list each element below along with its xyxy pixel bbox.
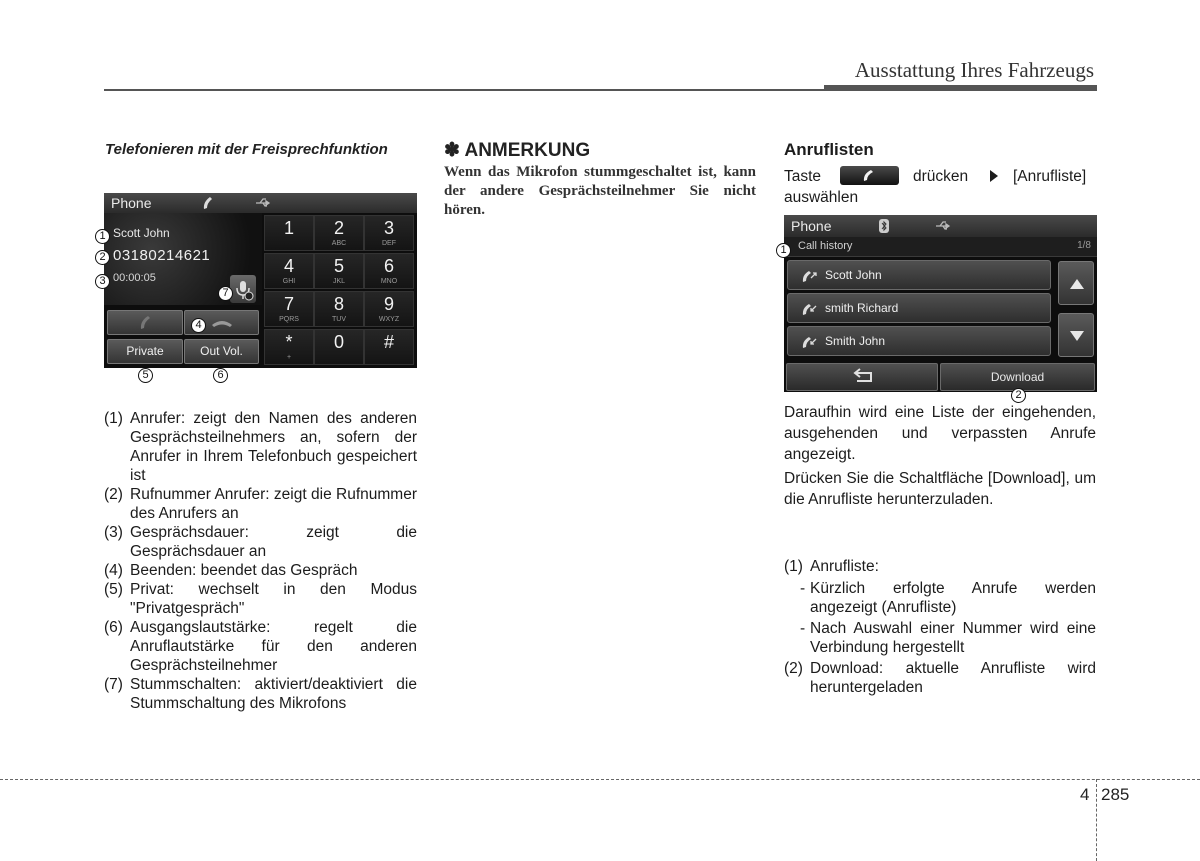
item-text: Kürzlich erfolgte Anrufe werden angezeigt (Anrufliste) [810, 580, 1096, 616]
out-vol-button-label: Out Vol. [200, 344, 243, 358]
scroll-up-button[interactable] [1058, 261, 1094, 305]
phone-key-icon [840, 166, 899, 185]
key-digit: 2 [333, 218, 344, 238]
phone-call-screen [104, 193, 417, 368]
list-item [104, 561, 417, 580]
key-8[interactable] [314, 291, 364, 327]
instr-end: auswählen [784, 189, 859, 206]
key-6[interactable] [364, 253, 414, 289]
list-item [104, 485, 417, 523]
callout-7: 7 [218, 286, 233, 301]
download-button[interactable] [940, 363, 1095, 391]
key-letters: TUV [332, 316, 346, 323]
key-digit: # [383, 332, 394, 352]
private-button[interactable] [107, 339, 183, 364]
callout-2: 2 [1011, 388, 1026, 403]
right-legend-list [784, 557, 1096, 697]
key-letters: JKL [332, 278, 346, 285]
key-3[interactable] [364, 215, 414, 251]
handset-icon [200, 194, 218, 212]
key-digit: 6 [383, 256, 394, 276]
callout-1: 1 [776, 243, 791, 258]
list-item [784, 557, 1096, 576]
back-icon [787, 364, 939, 390]
callout-5: 5 [138, 368, 153, 383]
section-title: Ausstattung Ihres Fahrzeugs [854, 58, 1094, 82]
list-item [104, 523, 417, 561]
key-digit: 1 [283, 218, 294, 238]
item-text: Rufnummer Anrufer: zeigt die Rufnummer des Anrufers an [130, 486, 417, 522]
out-vol-button[interactable] [184, 339, 259, 364]
key-digit: 5 [333, 256, 344, 276]
key-digit: 7 [283, 294, 294, 314]
list-item [784, 619, 1096, 657]
arrow-up-icon [1070, 279, 1084, 289]
incoming-call-icon [800, 334, 818, 350]
usb-icon [254, 196, 272, 210]
arrow-right-icon [990, 170, 998, 182]
key-letters: GHI [282, 278, 296, 285]
callout-3: 3 [95, 274, 110, 289]
key-letters: + [286, 354, 292, 361]
entry-name: Scott John [825, 268, 882, 282]
page-number: 285 [1101, 785, 1130, 804]
item-number: (5) [104, 581, 123, 598]
key-letters: MNO [380, 278, 398, 285]
right-paragraph-2: Drücken Sie die Schaltfläche [Download], um die Anrufliste herunterzuladen. [784, 470, 1096, 508]
key-9[interactable] [364, 291, 414, 327]
item-text: Download: aktuelle Anrufliste wird heruntergeladen [810, 660, 1096, 696]
call-history-item[interactable] [787, 293, 1051, 323]
callout-2: 2 [95, 250, 110, 265]
key-digit: 8 [333, 294, 344, 314]
item-number: (1) [784, 558, 803, 575]
list-item [104, 409, 417, 485]
list-item [104, 675, 417, 713]
instr-druecken: drücken [913, 168, 969, 185]
entry-name: smith Richard [825, 301, 899, 315]
callout-1: 1 [95, 229, 110, 244]
instr-taste: Taste [784, 168, 822, 185]
outgoing-call-icon [800, 268, 818, 284]
key-letters: ABC [331, 240, 347, 247]
item-number: (4) [104, 562, 123, 579]
note-title: ✽ ANMERKUNG [444, 140, 591, 161]
key-2[interactable] [314, 215, 364, 251]
key-digit: * [285, 332, 293, 352]
call-history-item[interactable] [787, 260, 1051, 290]
key-digit: 4 [283, 256, 294, 276]
list-item [104, 618, 417, 675]
item-number: (2) [784, 660, 803, 677]
call-history-title: Call history [798, 240, 853, 252]
key-7[interactable] [264, 291, 314, 327]
usb-icon [934, 219, 952, 233]
right-heading: Anruflisten [784, 140, 874, 159]
item-number: (7) [104, 676, 123, 693]
key-letters: DEF [382, 240, 396, 247]
key-0[interactable] [314, 329, 364, 365]
list-item [784, 579, 1096, 617]
item-bullet: - [800, 580, 806, 597]
key-hash[interactable] [364, 329, 414, 365]
call-duration: 00:00:05 [113, 272, 156, 284]
callout-6: 6 [213, 368, 228, 383]
instr-target: [Anrufliste] [1013, 168, 1087, 185]
right-paragraph-1: Daraufhin wird eine Liste der eingehenden, ausgehenden und verpassten Anrufe angezeigt. [784, 404, 1096, 463]
item-bullet: - [800, 620, 806, 637]
item-number: (3) [104, 524, 123, 541]
scroll-down-button[interactable] [1058, 313, 1094, 357]
header-rule [104, 89, 1097, 91]
key-letters: PQRS [279, 316, 299, 323]
footer-divider [1096, 779, 1097, 861]
download-button-label: Download [990, 370, 1045, 384]
key-5[interactable] [314, 253, 364, 289]
microphone-icon [230, 275, 256, 303]
bluetooth-icon [879, 219, 889, 233]
accept-call-button[interactable] [107, 310, 183, 335]
item-text: Anrufer: zeigt den Namen des anderen Gesprächsteilnehmers an, sofern der Anrufer in Ihrem Telefonbuch gespeichert ist [130, 410, 417, 484]
key-digit: 3 [383, 218, 394, 238]
list-item [784, 659, 1096, 697]
arrow-down-icon [1070, 331, 1084, 341]
private-button-label: Private [126, 344, 164, 358]
call-history-screen [784, 215, 1097, 392]
left-subheading: Telefonieren mit der Freisprechfunktion [105, 141, 388, 158]
handset-icon [108, 311, 184, 334]
entry-name: Smith John [825, 334, 886, 348]
item-text: Nach Auswahl einer Nummer wird eine Verbindung hergestellt [810, 620, 1096, 656]
key-star[interactable] [264, 329, 314, 365]
incoming-call-icon [800, 301, 818, 317]
item-text: Stummschalten: aktiviert/deaktiviert die Stummschaltung des Mikrofons [130, 676, 417, 712]
item-text: Gesprächsdauer: zeigt die Gesprächsdauer an [130, 524, 417, 560]
item-number: (6) [104, 619, 123, 636]
item-text: Ausgangslautstärke: regelt die Anruflautstärke für den anderen Gesprächsteilnehmer [130, 619, 417, 674]
dial-keypad [262, 213, 417, 368]
caller-name: Scott John [113, 226, 170, 240]
list-item [104, 580, 417, 618]
page-indicator: 1/8 [1077, 240, 1091, 251]
footer-rule [0, 779, 1200, 780]
screen-topbar [784, 215, 1097, 237]
item-number: (1) [104, 410, 123, 427]
key-letters: WXYZ [378, 316, 400, 323]
screen-title: Phone [111, 195, 152, 211]
item-text: Beenden: beendet das Gespräch [130, 562, 358, 579]
back-button[interactable] [786, 363, 938, 391]
item-number: (2) [104, 486, 123, 503]
caller-number: 03180214621 [113, 247, 211, 264]
note-text: Wenn das Mikrofon stummgeschaltet ist, kann der andere Gesprächsteilnehmer Sie nicht hören. [444, 164, 756, 218]
key-1[interactable] [264, 215, 314, 251]
key-digit: 0 [333, 332, 344, 352]
item-text: Privat: wechselt in den Modus "Privatgespräch" [130, 581, 417, 617]
key-4[interactable] [264, 253, 314, 289]
screen-title: Phone [791, 218, 832, 234]
call-history-item[interactable] [787, 326, 1051, 356]
call-history-bar [784, 237, 1097, 257]
chapter-number: 4 [1080, 785, 1090, 804]
left-legend-list [104, 409, 417, 713]
item-text: Anrufliste: [810, 558, 879, 575]
key-digit: 9 [383, 294, 394, 314]
callout-4: 4 [191, 318, 206, 333]
screen-topbar [104, 193, 417, 213]
mute-button[interactable] [230, 275, 256, 303]
